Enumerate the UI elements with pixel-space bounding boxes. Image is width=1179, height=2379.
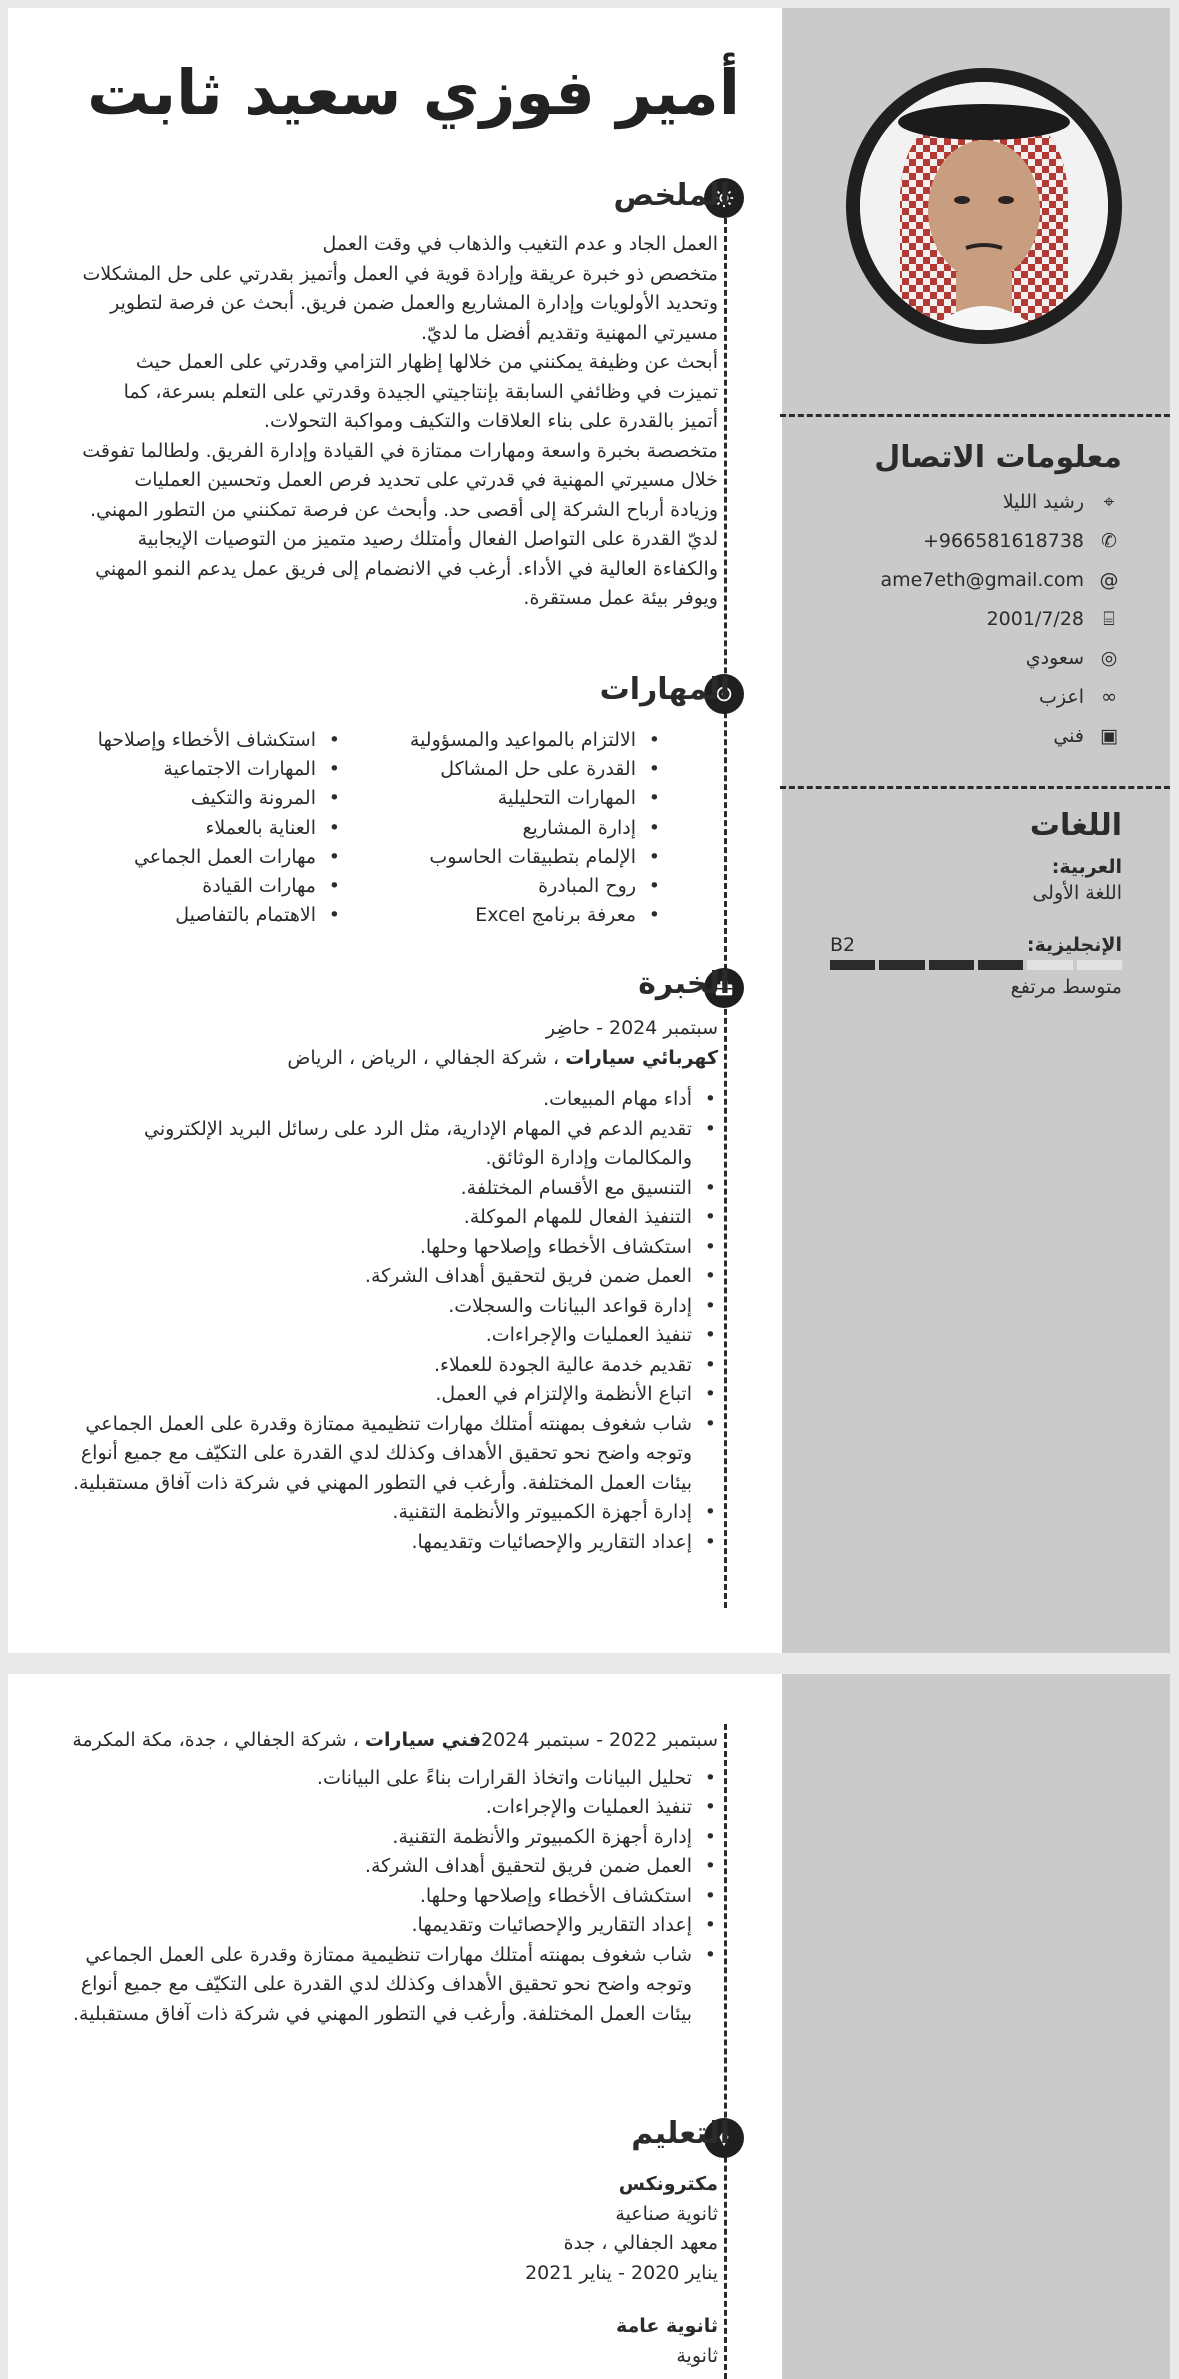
job-bullet: • تحليل البيانات واتخاذ القرارات بناءً على البيانات. xyxy=(68,1764,718,1794)
job-role: كهربائي سيارات xyxy=(565,1046,718,1069)
job-bullet: • استكشاف الأخطاء وإصلاحها وحلها. xyxy=(68,1233,718,1263)
job-bullets xyxy=(68,1085,718,1557)
skill-item: • المرونة والتكيف xyxy=(52,784,342,813)
language-arabic xyxy=(822,856,1122,904)
job-role: فني سيارات xyxy=(364,1729,482,1751)
contact-text: فني xyxy=(1053,724,1084,747)
job-bullet: • تنفيذ العمليات والإجراءات. xyxy=(68,1793,718,1823)
globe-icon: ◎ xyxy=(1100,646,1118,669)
job-heading xyxy=(68,1726,718,1756)
gift-icon: ⌸ xyxy=(1103,607,1115,630)
experience-job-2 xyxy=(68,1726,718,2029)
language-level-segment xyxy=(978,960,1023,970)
contact-list xyxy=(802,482,1122,755)
education-dates: يناير 2020 - يناير 2021 xyxy=(525,2261,718,2284)
education-degree: ثانوية xyxy=(676,2344,718,2367)
language-name: الإنجليزية: xyxy=(1026,934,1122,956)
summary-paragraph: متخصص ذو خبرة عريقة وإرادة قوية في العمل وأتميز بقدرتي على حل المشكلات وتحديد الأولويات وإدارة المشاريع والعمل ضمن فريق. أبحث عن فرصة لتطوير مسيرتي المهنية وتقديم أفضل ما لديّ. xyxy=(82,262,718,344)
language-level: متوسط مرتفع xyxy=(1010,976,1122,998)
contact-item-nationality xyxy=(802,638,1122,677)
skill-item: • إدارة المشاريع xyxy=(372,814,662,843)
skill-item: • الإلمام بتطبيقات الحاسوب xyxy=(372,843,662,872)
job-bullet: • التنفيذ الفعال للمهام الموكلة. xyxy=(68,1203,718,1233)
skill-item: • القدرة على حل المشاكل xyxy=(372,755,662,784)
contact-text: اعزب xyxy=(1039,685,1084,708)
job-bullet: • إدارة أجهزة الكمبيوتر والأنظمة التقنية. xyxy=(68,1498,718,1528)
contact-text: ame7eth@gmail.com xyxy=(880,568,1084,591)
location-pin-icon: ⌖ xyxy=(1103,490,1115,513)
phone-icon: ✆ xyxy=(1101,529,1117,552)
skill-item: • المهارات التحليلية xyxy=(372,784,662,813)
contact-item-location xyxy=(802,482,1122,521)
skills-column-1 xyxy=(372,726,662,930)
language-english xyxy=(822,934,1122,998)
contact-item-marital xyxy=(802,677,1122,716)
timeline-line xyxy=(724,1724,727,2379)
contact-text: +966581618738 xyxy=(923,529,1084,552)
job-bullets xyxy=(68,1764,718,2030)
language-level-bar xyxy=(830,960,1122,970)
experience-title: الخبرة xyxy=(638,966,730,1001)
job-bullet: • اتباع الأنظمة والإلتزام في العمل. xyxy=(68,1380,718,1410)
education-entry-2 xyxy=(318,2312,718,2371)
job-heading xyxy=(68,1044,718,1074)
job-bullet: • إعداد التقارير والإحصائيات وتقديمها. xyxy=(68,1528,718,1558)
skill-item: • العناية بالعملاء xyxy=(52,814,342,843)
job-place: ، شركة الجفالي ، الرياض ، الرياض xyxy=(287,1046,560,1069)
job-bullet: • إدارة أجهزة الكمبيوتر والأنظمة التقنية. xyxy=(68,1823,718,1853)
language-level-segment xyxy=(1027,960,1072,970)
job-bullet: • استكشاف الأخطاء وإصلاحها وحلها. xyxy=(68,1882,718,1912)
language-level-segment xyxy=(830,960,875,970)
job-bullet: • أداء مهام المبيعات. xyxy=(68,1085,718,1115)
candidate-name: أمير فوزي سعيد ثابت xyxy=(87,56,740,129)
summary-paragraph: العمل الجاد و عدم التغيب والذهاب في وقت العمل xyxy=(322,233,718,255)
profile-photo xyxy=(846,68,1122,344)
job-dates: سبتمبر 2024 - حاضِر xyxy=(545,1017,718,1039)
education-school: معهد الجفالي ، جدة xyxy=(563,2232,718,2254)
skill-item: • الالتزام بالمواعيد والمسؤولية xyxy=(372,726,662,755)
contact-text: سعودي xyxy=(1025,646,1084,669)
skills-column-2 xyxy=(52,726,342,930)
skill-item: • الاهتمام بالتفاصيل xyxy=(52,901,342,930)
summary-paragraph: أبحث عن وظيفة يمكنني من خلالها إظهار التزامي وقدرتي على العمل حيث تميزت في وظائفي السابقة بإنتاجيتي الجيدة وقدرتي على التعلم بسرعة، كما أتميز بالقدرة على بناء العلاقات والتكيف ومواكبة التحولات. xyxy=(123,351,718,432)
contact-title: معلومات الاتصال xyxy=(874,440,1122,475)
contact-item-profession xyxy=(802,716,1122,755)
education-title: التعليم xyxy=(631,2116,730,2151)
sidebar-separator xyxy=(780,414,1170,417)
job-dates: سبتمبر 2022 - سبتمبر 2024 xyxy=(481,1729,718,1751)
skill-item: • المهارات الاجتماعية xyxy=(52,755,342,784)
job-bullet: • التنسيق مع الأقسام المختلفة. xyxy=(68,1174,718,1204)
language-level-segment xyxy=(879,960,924,970)
skill-item: • استكشاف الأخطاء وإصلاحها xyxy=(52,726,342,755)
contact-text: رشيد الليلا xyxy=(1002,490,1084,513)
job-bullet: • العمل ضمن فريق لتحقيق أهداف الشركة. xyxy=(68,1262,718,1292)
summary-paragraph: لديّ القدرة على التواصل الفعال وأمتلك رصيد متميز من التوصيات الإيجابية والكفاءة العالية في الأداء. أرغب في الانضمام إلى فريق عمل يدعم النمو المهني ويوفر بيئة عمل مستقرة. xyxy=(95,528,718,609)
education-field: مكترونكس xyxy=(618,2173,718,2195)
contact-text: 2001/7/28 xyxy=(986,607,1084,630)
job-bullet: • تنفيذ العمليات والإجراءات. xyxy=(68,1321,718,1351)
profile-photo-illustration xyxy=(860,82,1108,330)
job-bullet: • العمل ضمن فريق لتحقيق أهداف الشركة. xyxy=(68,1852,718,1882)
rings-icon: ∞ xyxy=(1101,685,1117,708)
education-field: ثانوية عامة xyxy=(616,2315,718,2337)
contact-item-birthdate xyxy=(802,599,1122,638)
contact-item-email[interactable] xyxy=(802,560,1122,599)
language-name: العربية: xyxy=(1051,856,1122,878)
id-card-icon: ▣ xyxy=(1100,724,1118,747)
contact-item-phone[interactable] xyxy=(802,521,1122,560)
summary-text xyxy=(82,230,718,614)
sidebar xyxy=(782,1674,1170,2379)
job-bullet: • شاب شغوف بمهنته أمتلك مهارات تنظيمية ممتازة وقدرة على العمل الجماعي وتوجه واضح نحو تحقيق الأهداف وكذلك لدي القدرة على التكيّف مع جميع أنواع بيئات العمل المختلفة. وأرغب في التطور المهني في شركة ذات آفاق مستقبلية. xyxy=(68,1941,718,2030)
cv-page-1 xyxy=(8,8,1170,1653)
language-level-segment xyxy=(1077,960,1122,970)
cv-page-2 xyxy=(8,1674,1170,2379)
languages-title: اللغات xyxy=(1029,808,1122,843)
job-bullet: • شاب شغوف بمهنته أمتلك مهارات تنظيمية ممتازة وقدرة على العمل الجماعي وتوجه واضح نحو تحقيق الأهداف وكذلك لدي القدرة على التكيّف مع جميع أنواع بيئات العمل المختلفة. وأرغب في التطور المهني في شركة ذات آفاق مستقبلية. xyxy=(68,1410,718,1499)
at-sign-icon: @ xyxy=(1099,568,1119,591)
job-bullet: • إعداد التقارير والإحصائيات وتقديمها. xyxy=(68,1911,718,1941)
experience-job-1 xyxy=(68,1014,718,1557)
job-place: ، شركة الجفالي ، جدة، مكة المكرمة xyxy=(72,1729,359,1751)
job-bullet: • تقديم الدعم في المهام الإدارية، مثل الرد على رسائل البريد الإلكتروني والمكالمات وإدارة الوثائق. xyxy=(68,1115,718,1174)
sidebar-separator xyxy=(780,786,1170,789)
language-cefr: B2 xyxy=(830,934,856,956)
skill-item: • مهارات العمل الجماعي xyxy=(52,843,342,872)
summary-paragraph: متخصصة بخبرة واسعة ومهارات ممتازة في القيادة وإدارة الفريق. ولطالما تفوقت خلال مسيرتي المهنية في قدرتي على تحديد فرص العمل وتحسين العمليات وزيادة أرباح الشركة إلى أقصى حد. وأبحث عن فرصة تمكنني من التطور المهني. xyxy=(82,439,718,521)
language-level-segment xyxy=(929,960,974,970)
skill-item: • معرفة برنامج Excel xyxy=(372,901,662,930)
skills-title: المهارات xyxy=(599,672,730,707)
skills-list xyxy=(52,726,662,930)
summary-title: الملخص xyxy=(613,178,730,213)
skill-item: • مهارات القيادة xyxy=(52,872,342,901)
education-degree: ثانوية صناعية xyxy=(615,2202,718,2225)
skill-item: • روح المبادرة xyxy=(372,872,662,901)
timeline-line xyxy=(724,218,727,1608)
language-level: اللغة الأولى xyxy=(1032,882,1122,904)
education-entry-1 xyxy=(318,2170,718,2288)
job-bullet: • إدارة قواعد البيانات والسجلات. xyxy=(68,1292,718,1322)
job-bullet: • تقديم خدمة عالية الجودة للعملاء. xyxy=(68,1351,718,1381)
